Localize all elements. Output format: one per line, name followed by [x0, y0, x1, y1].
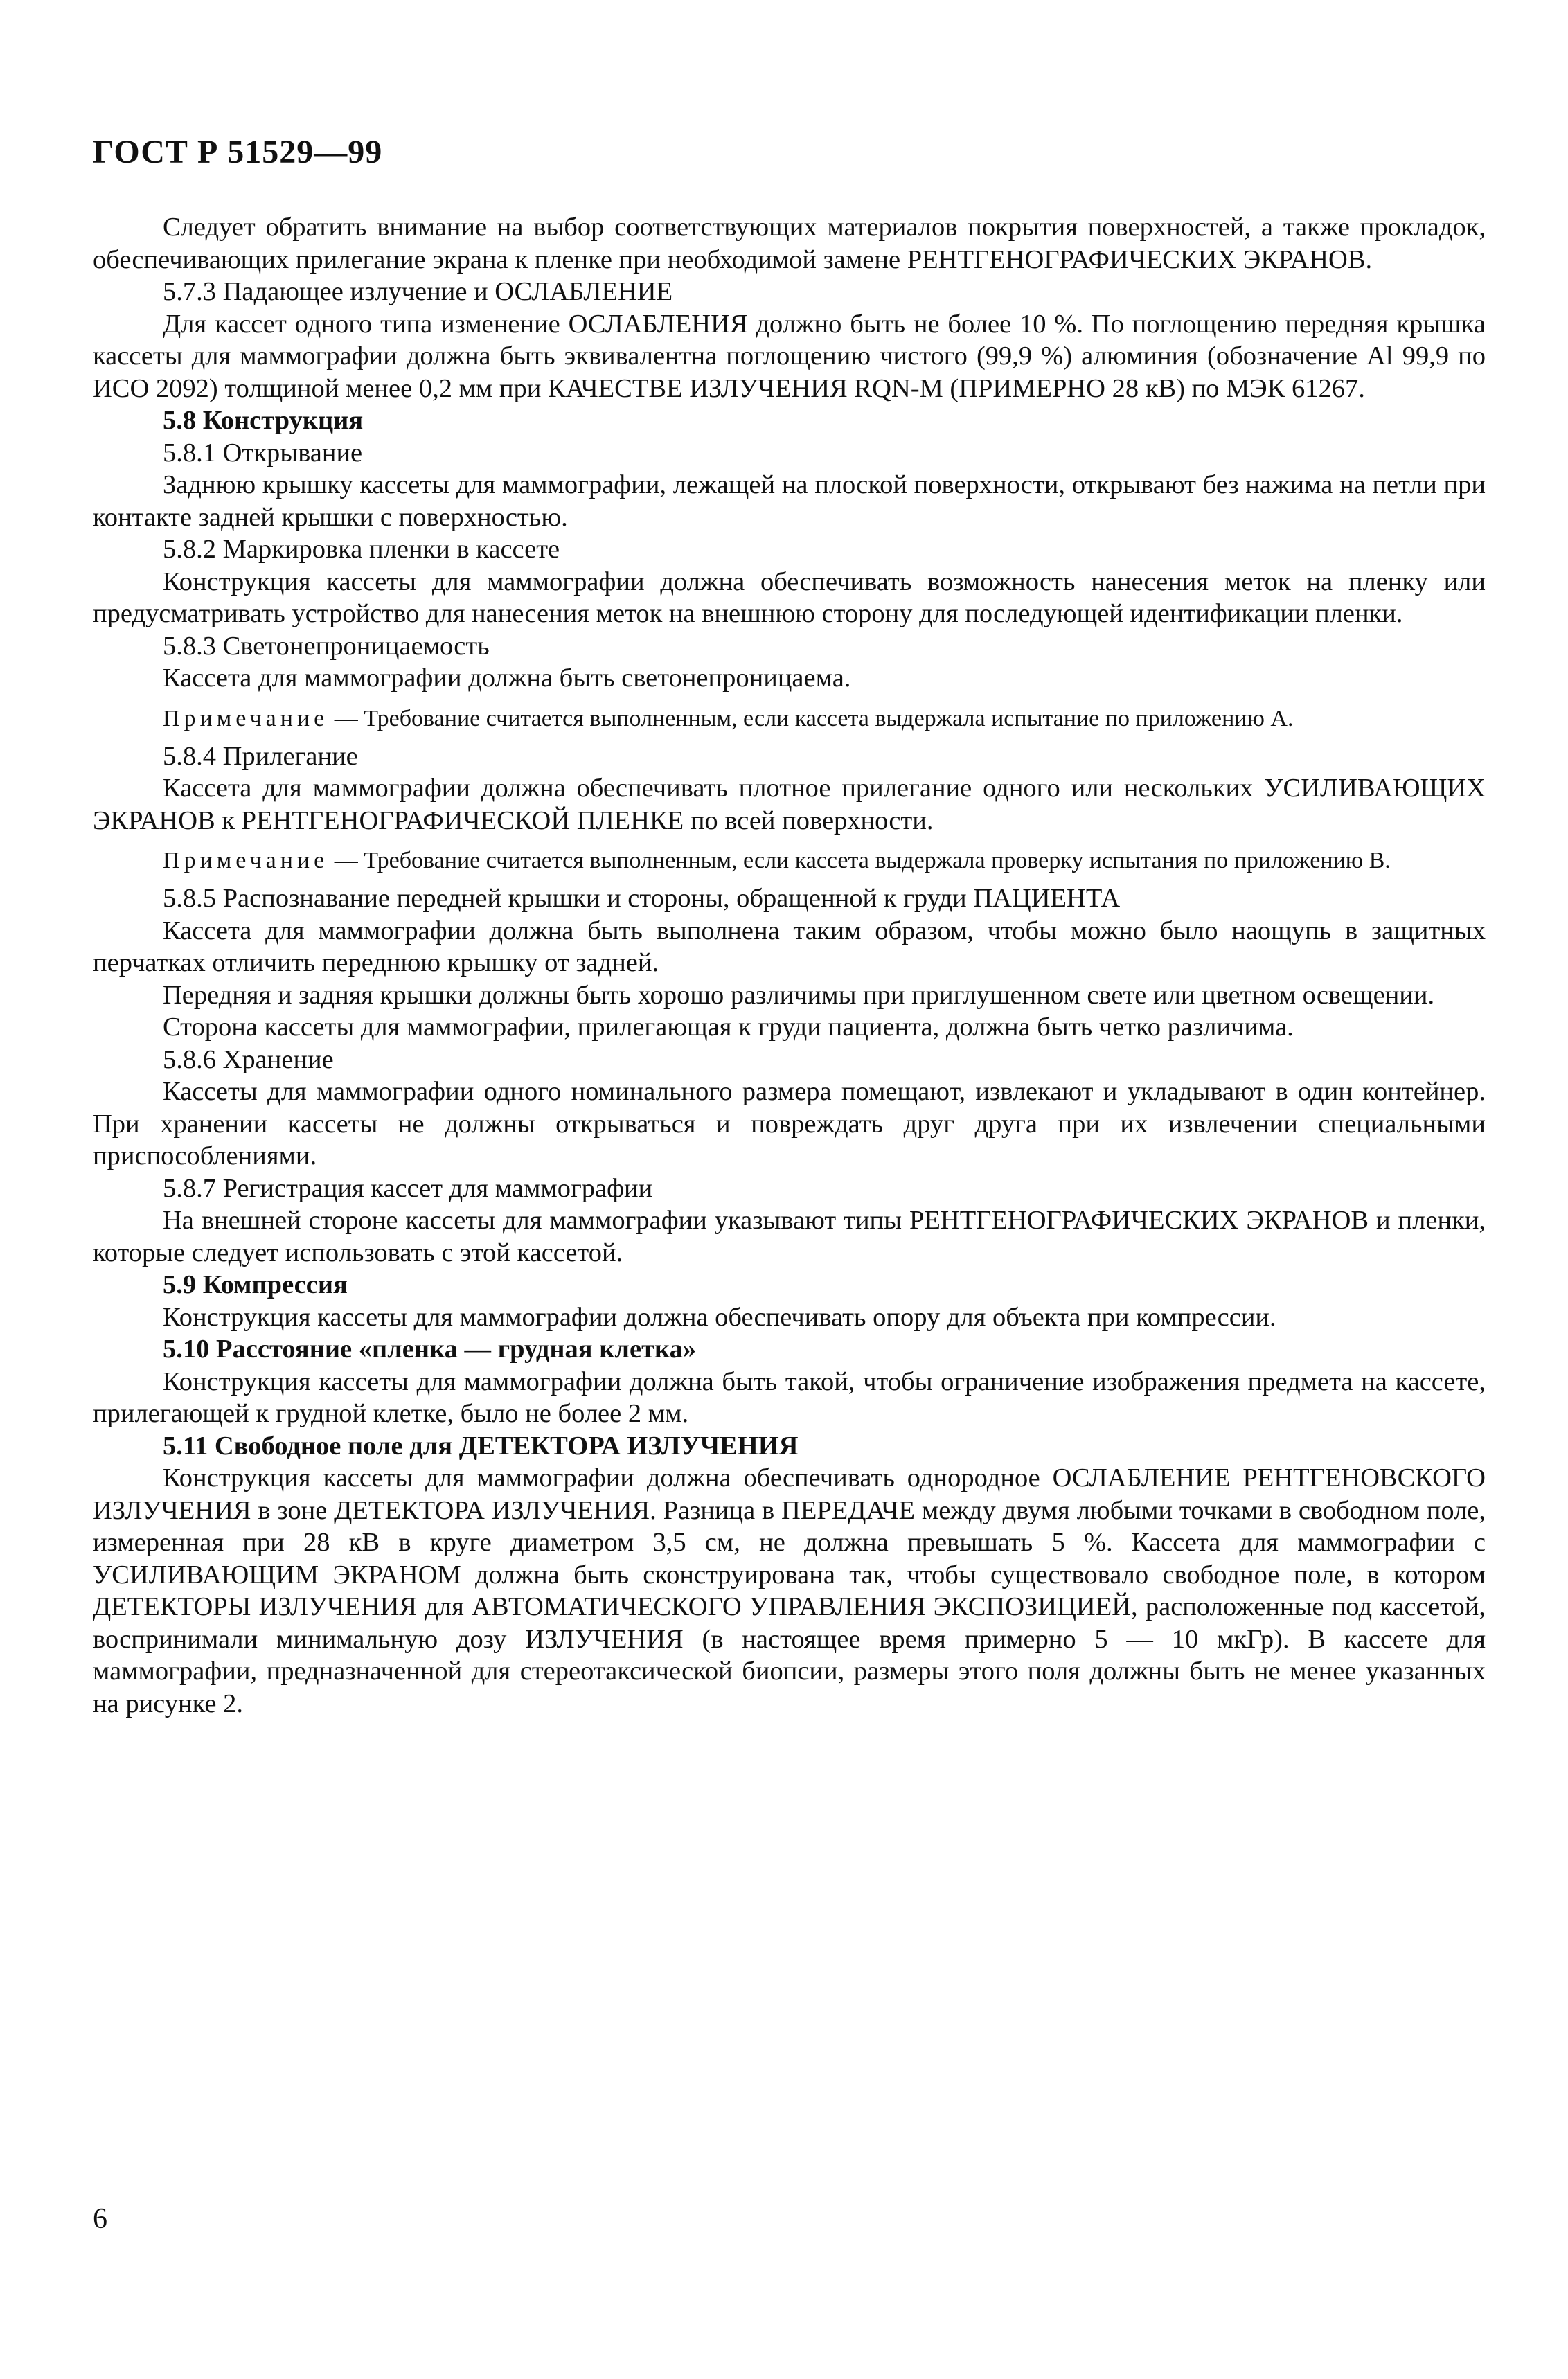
paragraph: Кассеты для маммографии одного номинального размера помещают, извлекают и укладывают в один контейнер. При хранении кассеты не должны открываться и повреждать друг друга при их извлечении специальными приспособлениями. [93, 1077, 1486, 1170]
note [93, 846, 1486, 875]
paragraph: На внешней стороне кассеты для маммографии указывают типы РЕНТГЕНОГРАФИЧЕСКИХ ЭКРАНОВ и пленки, которые следует использовать с этой кассетой. [93, 1206, 1486, 1267]
paragraph: Конструкция кассеты для маммографии должна обеспечивать опору для объекта при компрессии. [163, 1302, 1276, 1332]
paragraph: Конструкция кассеты для маммографии должна обеспечивать возможность нанесения меток на пленку или предусматривать устройство для нанесения меток на внешнюю сторону для последующей идентификации пленки. [93, 567, 1486, 628]
paragraph: Кассета для маммографии должна быть выполнена таким образом, чтобы можно было наощупь в защитных перчатках отличить переднюю крышку от задней. [93, 916, 1486, 977]
document-header: ГОСТ Р 51529—99 [93, 134, 383, 170]
paragraph: Передняя и задняя крышки должны быть хорошо различимы при приглушенном свете или цветном освещении. [163, 980, 1435, 1010]
subsection-heading-5-8-3: 5.8.3 Светонепроницаемость [163, 631, 490, 661]
note-text: — Требование считается выполненным, если кассета выдержала испытание по приложению А. [328, 705, 1294, 731]
note-text: — Требование считается выполненным, если кассета выдержала проверку испытания по приложению В. [328, 848, 1391, 873]
note-label: Примечание [163, 848, 329, 873]
section-heading-5-10: 5.10 Расстояние «пленка — грудная клетка» [163, 1335, 697, 1364]
paragraph: Конструкция кассеты для маммографии должна быть такой, чтобы ограничение изображения предмета на кассете, прилегающей к грудной клетке, было не более 2 мм. [93, 1366, 1486, 1428]
paragraph: Конструкция кассеты для маммографии должна обеспечивать однородное ОСЛАБЛЕНИЕ РЕНТГЕНОВСКОГО ИЗЛУЧЕНИЯ в зоне ДЕТЕКТОРА ИЗЛУЧЕНИЯ. Разница в ПЕРЕДАЧЕ между двумя любыми точками в свободном поле, измеренная при 28 кВ в круге диаметром 3,5 см, не должна превышать 5 %. Кассета для маммографии с УСИЛИВАЮЩИМ ЭКРАНОМ должна быть сконструирована так, чтобы существовало свободное поле, в котором ДЕТЕКТОРЫ ИЗЛУЧЕНИЯ для АВТОМАТИЧЕСКОГО УПРАВЛЕНИЯ ЭКСПОЗИЦИЕЙ, расположенные под кассетой, воспринимали минимальную дозу ИЗЛУЧЕНИЯ (в настоящее время примерно 5 — 10 мкГр). В кассете для маммографии, предназначенной для стереотаксической биопсии, размеры этого поля должны быть не менее указанных на рисунке 2. [93, 1463, 1486, 1718]
subsection-heading-5-8-4: 5.8.4 Прилегание [163, 741, 358, 771]
paragraph: Сторона кассеты для маммографии, прилегающая к груди пациента, должна быть четко различима. [163, 1013, 1294, 1042]
subsection-heading-5-8-5: 5.8.5 Распознавание передней крышки и стороны, обращенной к груди ПАЦИЕНТА [163, 884, 1121, 913]
subsection-heading-5-8-7: 5.8.7 Регистрация кассет для маммографии [163, 1173, 653, 1203]
paragraph: Заднюю крышку кассеты для маммографии, лежащей на плоской поверхности, открывают без нажима на петли при контакте задней крышки с поверхностью. [93, 470, 1486, 532]
document-body [93, 211, 1486, 1720]
section-heading-5-9: 5.9 Компрессия [163, 1270, 348, 1299]
paragraph: Кассета для маммографии должна обеспечивать плотное прилегание одного или нескольких УСИЛИВАЮЩИХ ЭКРАНОВ к РЕНТГЕНОГРАФИЧЕСКОЙ ПЛЕНКЕ по всей поверхности. [93, 774, 1486, 835]
subsection-heading-5-8-6: 5.8.6 Хранение [163, 1044, 334, 1074]
paragraph: Кассета для маммографии должна быть светонепроницаема. [163, 663, 851, 693]
paragraph: Следует обратить внимание на выбор соответствующих материалов покрытия поверхностей, а также прокладок, обеспечивающих прилегание экрана к пленке при необходимой замене РЕНТГЕНОГРАФИЧЕСКИХ ЭКРАНОВ. [93, 213, 1486, 274]
subsection-heading-5-8-2: 5.8.2 Маркировка пленки в кассете [163, 535, 560, 564]
section-heading-5-11: 5.11 Свободное поле для ДЕТЕКТОРА ИЗЛУЧЕНИЯ [163, 1431, 799, 1461]
paragraph: Для кассет одного типа изменение ОСЛАБЛЕНИЯ должно быть не более 10 %. По поглощению передняя крышка кассеты для маммографии должна быть эквивалентна поглощению чистого (99,9 %) алюминия (обозначение Al 99,9 по ИСО 2092) толщиной менее 0,2 мм при КАЧЕСТВЕ ИЗЛУЧЕНИЯ RQN-M (ПРИМЕРНО 28 кВ) по МЭК 61267. [93, 309, 1486, 403]
section-heading-5-8: 5.8 Конструкция [163, 406, 364, 435]
note-label: Примечание [163, 705, 329, 731]
page-number: 6 [93, 2203, 107, 2235]
subsection-heading-5-8-1: 5.8.1 Открывание [163, 438, 363, 467]
note [93, 704, 1486, 733]
subsection-heading-5-7-3: 5.7.3 Падающее излучение и ОСЛАБЛЕНИЕ [163, 277, 673, 306]
